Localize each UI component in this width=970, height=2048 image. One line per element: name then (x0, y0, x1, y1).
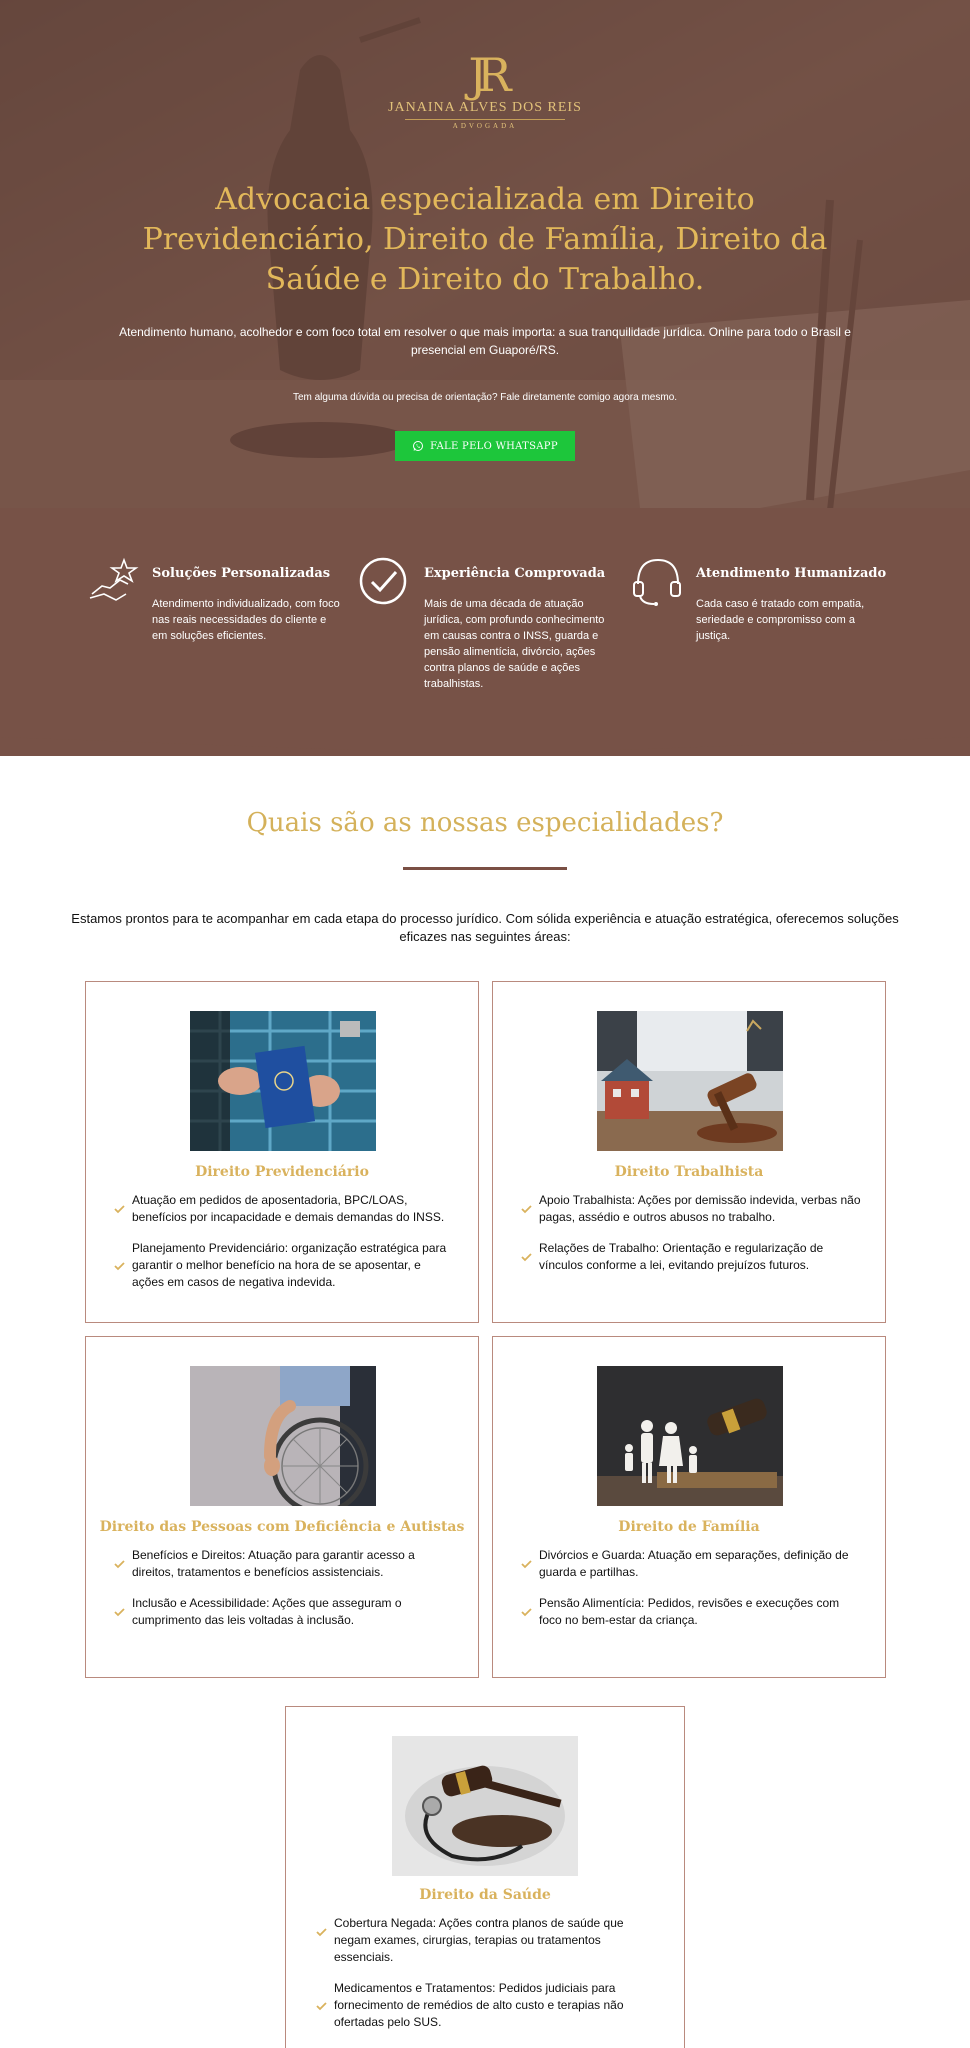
list-item-text: Cobertura Negada: Ações contra planos de saúde que negam exames, cirurgias, terapias ou tratamentos essenciais. (334, 1916, 624, 1964)
card-list (521, 1192, 861, 1288)
handshake-star-icon (86, 554, 140, 608)
card-list (316, 1915, 646, 2045)
specialty-card-trabalhista (492, 981, 886, 1323)
list-item (521, 1192, 861, 1226)
list-item (521, 1547, 861, 1581)
list-item (316, 1915, 646, 1966)
feature-text: Mais de uma década de atuação jurídica, com profundo conhecimento em causas contra o INSS, guarda e pensão alimentícia, divórcio, ações contra planos de saúde e ações trabalhistas. (424, 598, 605, 690)
list-item (114, 1595, 454, 1629)
check-icon (521, 1205, 532, 1214)
whatsapp-button[interactable] (395, 431, 575, 461)
list-item-text: Divórcios e Guarda: Atuação em separações, definição de guarda e partilhas. (539, 1548, 849, 1579)
list-item-text: Inclusão e Acessibilidade: Ações que asseguram o cumprimento das leis voltadas à inclusão. (132, 1596, 402, 1627)
card-list (114, 1547, 454, 1643)
list-item (114, 1240, 454, 1291)
check-icon (114, 1262, 125, 1271)
list-item-text: Pensão Alimentícia: Pedidos, revisões e execuções com foco no bem-estar da criança. (539, 1596, 840, 1627)
check-icon (114, 1608, 125, 1617)
specialty-card-saude (285, 1706, 685, 2048)
specialty-card-previdenciario (85, 981, 479, 1323)
list-item (316, 1980, 646, 2031)
list-item (114, 1192, 454, 1226)
specialties-divider (403, 867, 567, 870)
check-circle-icon (358, 554, 412, 608)
hero-title: Advocacia especializada em Direito Previdenciário, Direito de Família, Direito da Saúde e Direito do Trabalho. (142, 182, 828, 297)
whatsapp-icon (412, 440, 424, 452)
feature-text: Cada caso é tratado com empatia, seriedade e compromisso com a justiça. (696, 598, 865, 642)
feature-title: Experiência Comprovada (424, 566, 606, 581)
list-item-text: Relações de Trabalho: Orientação e regularização de vínculos conforme a lei, evitando prejuízos futuros. (539, 1241, 824, 1272)
gavel-house-photo (597, 1011, 783, 1151)
family-gavel-photo (597, 1366, 783, 1506)
card-title: Direito Previdenciário (195, 1164, 369, 1180)
section-divider-wave (0, 735, 970, 757)
check-icon (521, 1253, 532, 1262)
list-item-text: Apoio Trabalhista: Ações por demissão indevida, verbas não pagas, assédio e outros abusos no trabalho. (539, 1193, 861, 1224)
list-item-text: Medicamentos e Tratamentos: Pedidos judiciais para fornecimento de remédios de alto custo e terapias não ofertadas pelo SUS. (334, 1981, 624, 2029)
check-icon (316, 2002, 327, 2011)
card-title: Direito da Saúde (419, 1887, 551, 1903)
logo-divider (405, 119, 565, 120)
logo-subtitle: ADVOGADA (452, 122, 518, 130)
specialty-card-pcd-autistas (85, 1336, 479, 1678)
card-title: Direito Trabalhista (614, 1164, 764, 1180)
card-title: Direito das Pessoas com Deficiência e Autistas (99, 1519, 465, 1535)
feature-text: Atendimento individualizado, com foco nas reais necessidades do cliente e em soluções eficientes. (152, 598, 340, 642)
list-item-text: Planejamento Previdenciário: organização estratégica para garantir o melhor benefício na hora de se aposentar, e ações em casos de negativa indevida. (132, 1241, 447, 1289)
hero-section (0, 0, 970, 508)
hero-subtitle: Atendimento humano, acolhedor e com foco total em resolver o que mais importa: a sua tranquilidade jurídica. Online para todo o Brasil e presencial em Guaporé/RS. (119, 325, 851, 357)
features-section (0, 508, 970, 756)
list-item (521, 1240, 861, 1274)
hero-question: Tem alguma dúvida ou precisa de orientação? Fale diretamente comigo agora mesmo. (292, 392, 678, 403)
logo-name: JANAINA ALVES DOS REIS (388, 100, 582, 115)
specialties-title: Quais são as nossas especialidades? (246, 808, 724, 838)
check-icon (114, 1205, 125, 1214)
wheelchair-photo (190, 1366, 376, 1506)
check-icon (316, 1928, 327, 1937)
card-title: Direito de Família (618, 1519, 760, 1535)
work-card-photo (190, 1011, 376, 1151)
list-item-text: Benefícios e Direitos: Atuação para garantir acesso a direitos, tratamentos e benefícios assistenciais. (132, 1548, 415, 1579)
list-item-text: Atuação em pedidos de aposentadoria, BPC/LOAS, benefícios por incapacidade e demais demandas do INSS. (132, 1193, 445, 1224)
check-icon (521, 1560, 532, 1569)
check-icon (521, 1608, 532, 1617)
logo-monogram: JR (468, 48, 502, 102)
list-item (521, 1595, 861, 1629)
specialties-intro: Estamos prontos para te acompanhar em cada etapa do processo jurídico. Com sólida experiência e atuação estratégica, oferecemos soluções eficazes nas seguintes áreas: (71, 911, 899, 944)
card-list (114, 1192, 454, 1305)
card-list (521, 1547, 861, 1643)
feature-title: Atendimento Humanizado (696, 566, 887, 581)
gavel-stethoscope-photo (392, 1736, 578, 1876)
logo[interactable] (0, 48, 970, 130)
headset-icon (630, 554, 684, 608)
check-icon (114, 1560, 125, 1569)
whatsapp-button-label: FALE PELO WHATSAPP (430, 440, 558, 452)
feature-title: Soluções Personalizadas (152, 566, 331, 581)
specialty-card-familia (492, 1336, 886, 1678)
list-item (114, 1547, 454, 1581)
